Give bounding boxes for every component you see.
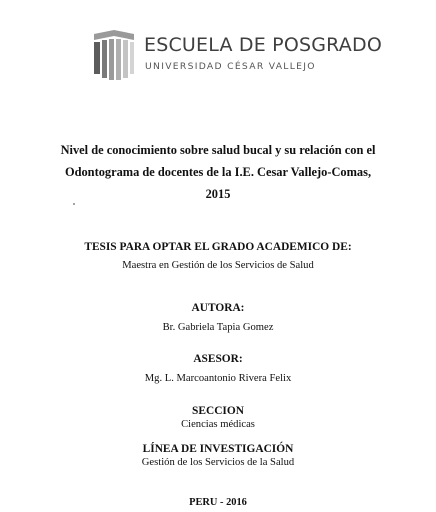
- thesis-title-line-3: 2015: [205, 187, 231, 201]
- university-logo: [92, 28, 382, 84]
- degree-block: [0, 240, 436, 273]
- section-value: Ciencias médicas: [181, 419, 255, 430]
- author-name: Br. Gabriela Tapia Gomez: [162, 322, 274, 333]
- section-block: [0, 404, 436, 432]
- research-line-block: [0, 442, 436, 470]
- university-name: UNIVERSIDAD CÉSAR VALLEJO: [145, 61, 316, 72]
- place-year: PERU - 2016: [189, 497, 247, 508]
- research-line-heading: LÍNEA DE INVESTIGACIÓN: [142, 443, 294, 455]
- section-heading: SECCION: [192, 405, 244, 417]
- thesis-title-line-1: Nivel de conocimiento sobre salud bucal y su relación con el: [60, 143, 376, 157]
- advisor-block: [0, 352, 436, 386]
- stray-mark: [73, 203, 75, 205]
- institution-name: ESCUELA DE POSGRADO: [144, 34, 382, 56]
- footer-block: [0, 496, 436, 510]
- thesis-title: [40, 139, 396, 205]
- degree-heading: TESIS PARA OPTAR EL GRADO ACADEMICO DE:: [84, 241, 352, 253]
- advisor-heading: ASESOR:: [193, 353, 243, 365]
- ucv-logo-icon: [92, 28, 136, 82]
- author-heading: AUTORA:: [191, 302, 245, 314]
- degree-value: Maestra en Gestión de los Servicios de Salud: [122, 260, 314, 271]
- research-line-value: Gestión de los Servicios de la Salud: [141, 457, 295, 468]
- thesis-title-line-2: Odontograma de docentes de la I.E. Cesar Vallejo-Comas,: [64, 165, 372, 179]
- advisor-name: Mg. L. Marcoantonio Rivera Felix: [144, 373, 292, 384]
- author-block: [0, 301, 436, 335]
